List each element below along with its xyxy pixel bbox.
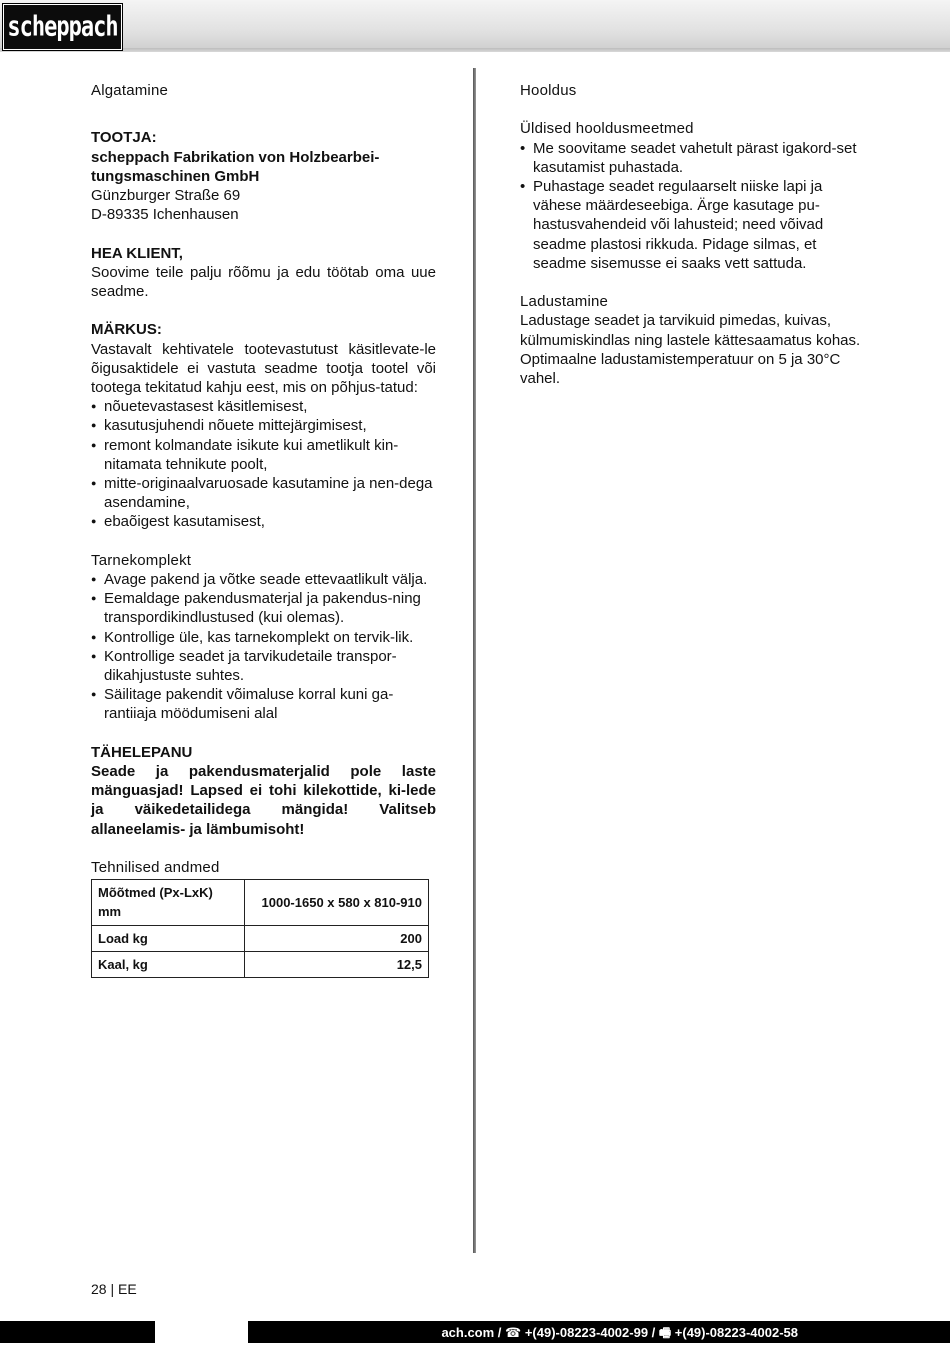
- list-item: ● kasutusjuhendi nõuete mittejärgimisest,: [91, 416, 436, 435]
- warning-label: TÄHELEPANU: [91, 743, 193, 761]
- maker-name-line2: tungsmaschinen GmbH: [91, 167, 260, 185]
- header-divider: [0, 48, 950, 52]
- section-title-delivery: Tarnekomplekt: [91, 551, 192, 569]
- list-item: ● Avage pakend ja võtke seade ettevaatlikult välja.: [91, 570, 436, 589]
- maintenance-list: [520, 139, 865, 273]
- note-list: [91, 397, 436, 531]
- footer-gap: [155, 1321, 248, 1343]
- list-item: ● Kontrollige üle, kas tarnekomplekt on tervik-lik.: [91, 628, 436, 647]
- storage-text: Ladustage seadet ja tarvikuid pimedas, kuivas, külmumiskindlas ning lastele kättesaamatus kohas. Optimaalne ladustamistemperatuur on 5 ja 30°C vahel.: [520, 312, 861, 388]
- table-row: [92, 880, 429, 925]
- note-text: Vastavalt kehtivatele tootevastutust käsitlevate-le õigusaktidele ei vastuta seadme tootja tootel või tootega tekitatud kahju eest, mis on põhjus-tatud:: [91, 340, 436, 396]
- maker-city: D-89335 Ichenhausen: [91, 206, 239, 224]
- left-column: [91, 81, 436, 978]
- section-title-maintenance: Hooldus: [520, 82, 577, 99]
- list-item: ● Eemaldage pakendusmaterjal ja pakendus-ning transpordikindlustused (kui olemas).: [91, 589, 436, 627]
- list-item: ● Säilitage pakendit võimaluse korral kuni ga-rantiiaja möödumiseni alal: [91, 685, 436, 723]
- section-title-specs: Tehnilised andmed: [91, 859, 220, 877]
- page-number: 28 | EE: [91, 1281, 137, 1297]
- list-item: ● ebaõigest kasutamisest,: [91, 512, 436, 531]
- list-item: • Puhastage seadet regulaarselt niiske lapi ja vähese määrdeseebiga. Ärge kasutage pu-hastusvahendeid või lahusteid; need võivad seadme plastosi rikkuda. Pidage silmas, et seadme sisemusse ei saaks vett sattuda.: [520, 177, 865, 273]
- list-item: ● mitte-originaalvaruosade kasutamine ja nen-dega asendamine,: [91, 474, 436, 512]
- column-divider: [473, 68, 476, 1253]
- list-item: ● remont kolmandate isikute kui ametlikult kin-nitamata tehnikute poolt,: [91, 436, 436, 474]
- maker-label: TOOTJA:: [91, 129, 157, 147]
- table-row: [92, 925, 429, 951]
- header-band: [0, 0, 950, 50]
- list-item: • Me soovitame seadet vahetult pärast igakord-set kasutamist puhastada.: [520, 139, 865, 177]
- warning-text: Seade ja pakendusmaterjalid pole laste mänguasjad! Lapsed ei tohi kilekottide, ki-lede ja väikedetailidega mängida! Valitseb allaneelamis- ja lämbumisoht!: [91, 763, 436, 838]
- note-label: MÄRKUS:: [91, 321, 162, 339]
- brand-logo: [3, 4, 122, 50]
- right-column: [520, 81, 865, 388]
- client-label: HEA KLIENT,: [91, 244, 183, 262]
- section-title-storage: Ladustamine: [520, 293, 609, 311]
- section-title-start: Algatamine: [91, 82, 169, 99]
- section-title-general-maintenance: Üldised hooldusmeetmed: [520, 120, 694, 138]
- spec-label: Load kg: [92, 925, 245, 951]
- spec-value: 12,5: [245, 951, 429, 977]
- spec-label: Kaal, kg: [92, 951, 245, 977]
- spec-value: 200: [245, 925, 429, 951]
- maker-street: Günzburger Straße 69: [91, 187, 241, 204]
- logo-text: scheppach: [7, 11, 118, 43]
- spec-value: 1000-1650 x 580 x 810-910: [245, 880, 429, 925]
- footer-contact: ach.com / ☎ +(49)-08223-4002-99 / 🖷 +(49)-08223-4002-58: [441, 1325, 798, 1340]
- specs-table: [91, 879, 429, 978]
- list-item: ● Kontrollige seadet ja tarvikudetaile transpor-dikahjustuste suhtes.: [91, 647, 436, 685]
- table-row: [92, 951, 429, 977]
- spec-label: Mõõtmed (Px-LxK) mm: [92, 880, 245, 925]
- maker-name-line1: scheppach Fabrikation von Holzbearbei-: [91, 148, 380, 166]
- client-text: Soovime teile palju rõõmu ja edu töötab oma uue seadme.: [91, 263, 436, 300]
- list-item: ● nõuetevastasest käsitlemisest,: [91, 397, 436, 416]
- delivery-list: [91, 570, 436, 724]
